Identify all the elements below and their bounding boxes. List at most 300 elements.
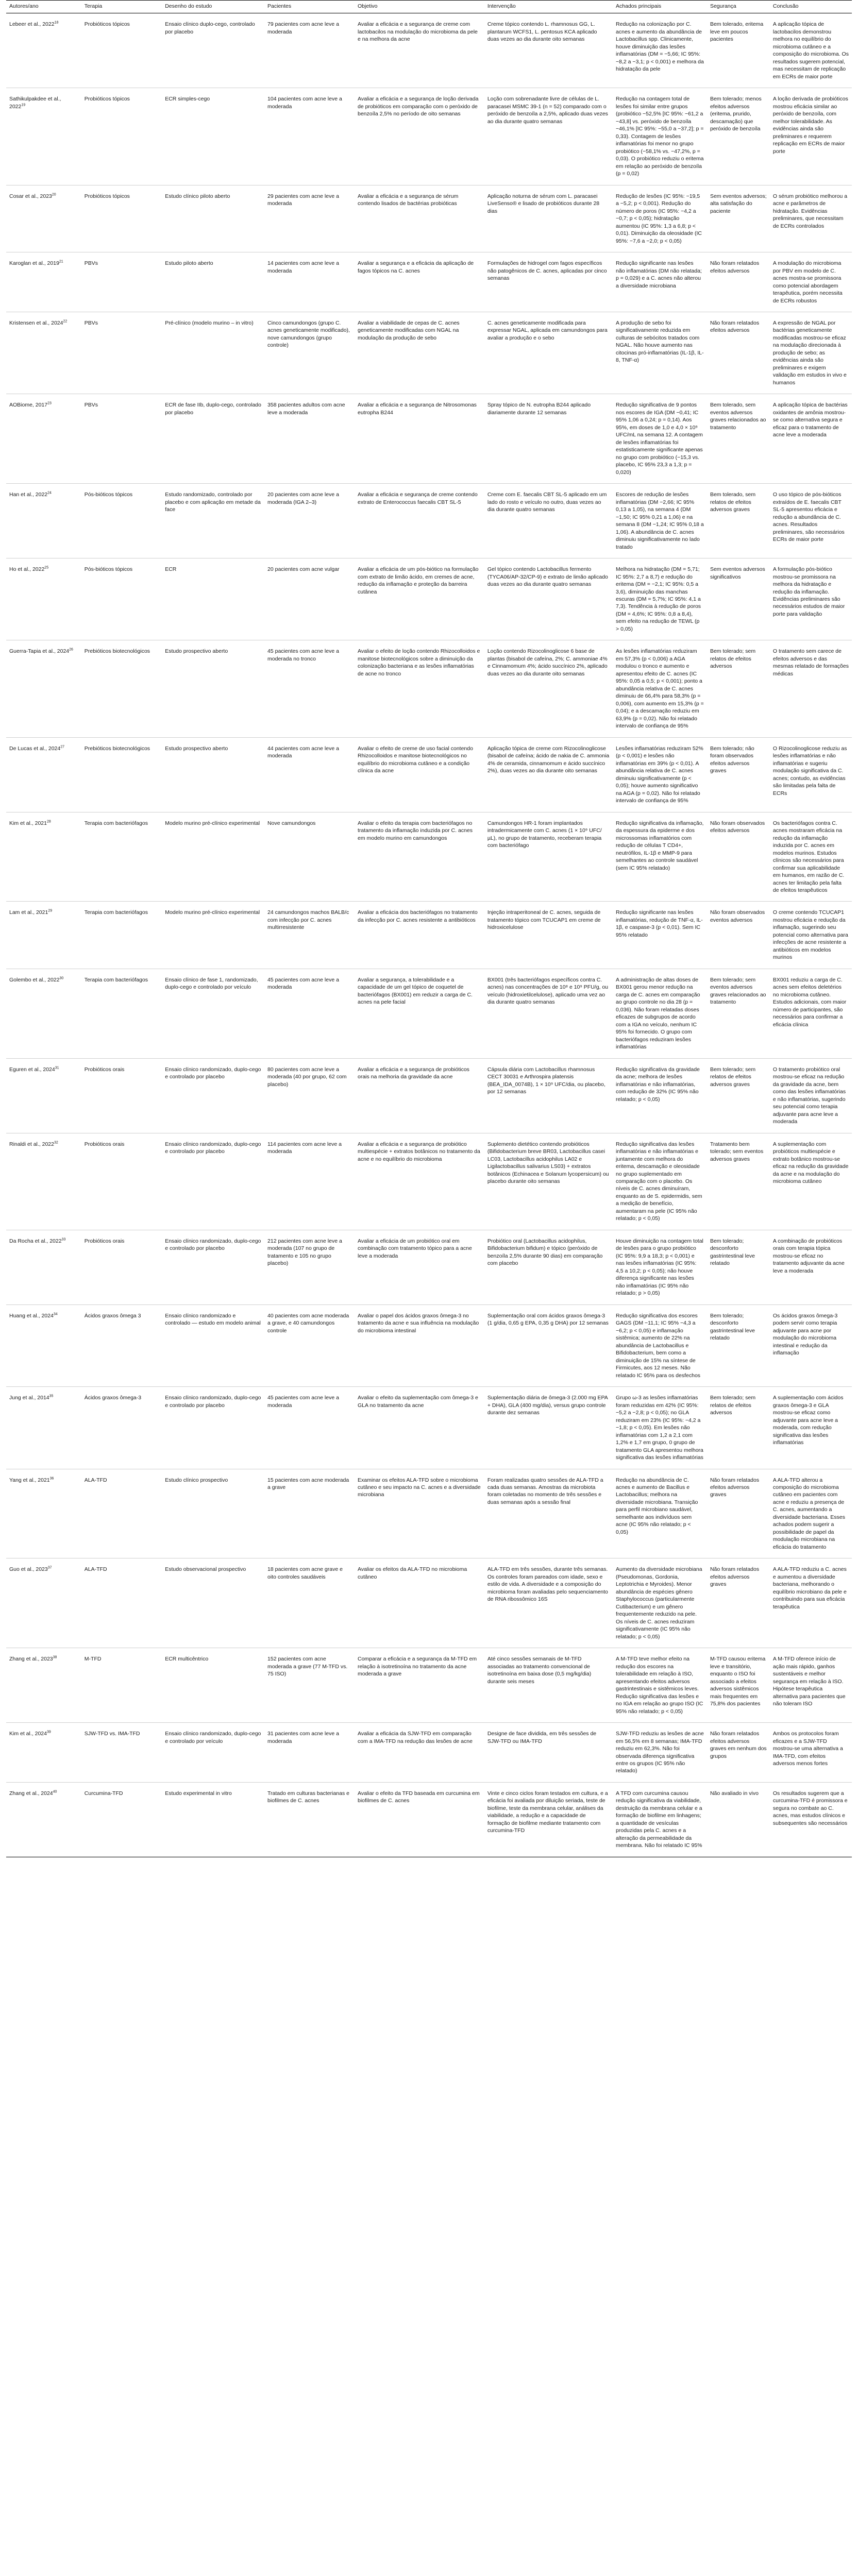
- cell-patients: [264, 1648, 355, 1723]
- reference-number: 37: [47, 1566, 52, 1570]
- cell-conclusion: [770, 484, 852, 558]
- cell-intervention-text: Gel tópico contendo Lactobacillus fermento (TYCA06/AP-32/CP-9) e extrato de limão aplicado duas vezes ao dia durante quatro semanas: [487, 566, 608, 588]
- cell-findings-text: Redução na colonização por C. acnes e aumento da abundância de Lactobacillus spp. Clinicamente, houve diminuição das lesões inflamatórias (DM = −5,66; IC 95%: −8,2 a −3,1; p < 0,001) e melhora da hidratação da pele: [616, 21, 704, 73]
- table-row: [6, 1304, 852, 1386]
- cell-conclusion: [770, 1133, 852, 1230]
- cell-objective-text: Examinar os efeitos ALA-TFD sobre o microbioma cutâneo e seu impacto na C. acnes e a diversidade microbiana: [358, 1477, 481, 1498]
- cell-design-text: Ensaio clínico randomizado, duplo-cego e controlado por placebo: [165, 1066, 261, 1080]
- cell-patients: [264, 1723, 355, 1783]
- table-row: [6, 88, 852, 185]
- cell-findings-text: Redução na contagem total de lesões foi similar entre grupos (probiótico −52,5% [IC 95%: −61,2 a −43,8] vs. peróxido de benzoíla −46,1% [IC 95%: −55,0 a −37,2]; p = 0,33). Contagem de lesões inflamatórias foi menor no grupo probiótico (−58,1% vs. −47,2%, p = 0,03). O probiótico reduziu o eritema em relação ao peróxido de benzoíla (p = 0,02): [616, 96, 704, 177]
- cell-patients: [264, 969, 355, 1058]
- cell-design: [162, 558, 264, 640]
- cell-patients-text: 18 pacientes com acne grave e oito controles saudáveis: [267, 1566, 343, 1580]
- cell-findings: [613, 88, 707, 185]
- cell-findings-text: Redução significante nas lesões não inflamatórias (DM não relatada; p = 0,029) e a C. acnes não alterou a diversidade microbiana: [616, 260, 702, 289]
- header-row: [6, 1, 852, 13]
- cell-patients-text: 152 pacientes com acne moderada a grave (77 M-TFD vs. 75 ISO): [267, 1656, 348, 1677]
- cell-safety-text: Bem tolerado; menos efeitos adversos (eritema, prurido, descamação) que peróxido de benzoíla: [710, 96, 762, 132]
- cell-conclusion: [770, 1723, 852, 1783]
- cell-author-text: Kristensen et al., 2024: [9, 319, 63, 326]
- cell-design-text: Estudo piloto aberto: [165, 260, 213, 267]
- table-row: [6, 1058, 852, 1133]
- cell-therapy-text: Pós-bióticos tópicos: [84, 566, 133, 573]
- cell-intervention: [484, 1723, 613, 1783]
- cell-conclusion: [770, 252, 852, 312]
- cell-safety: [707, 558, 770, 640]
- cell-findings: [613, 1387, 707, 1469]
- reference-number: 23: [47, 401, 52, 405]
- cell-findings: [613, 312, 707, 394]
- cell-therapy-text: Ácidos graxos ômega-3: [84, 1395, 142, 1401]
- cell-objective: [355, 1058, 484, 1133]
- cell-objective-text: Avaliar o efeito da TFD baseada em curcumina em biofilmes de C. acnes: [358, 1790, 480, 1804]
- cell-patients: [264, 1469, 355, 1558]
- cell-findings: [613, 1469, 707, 1558]
- cell-patients: [264, 902, 355, 969]
- cell-conclusion: [770, 812, 852, 902]
- cell-safety-text: Não foram relatados efeitos adversos: [710, 319, 760, 334]
- cell-design-text: Ensaio clínico randomizado, duplo-cego e controlado por veículo: [165, 1731, 261, 1744]
- cell-intervention: [484, 484, 613, 558]
- cell-conclusion-text: O sérum probiótico melhorou a acne e parâmetros de hidratação. Evidências preliminares, que necessitam de ECRs controlados: [772, 193, 848, 229]
- cell-intervention: [484, 1230, 613, 1304]
- cell-design: [162, 902, 264, 969]
- cell-intervention: [484, 1058, 613, 1133]
- cell-author-text: Lebeer et al., 2022: [9, 21, 55, 28]
- cell-therapy: [81, 1230, 162, 1304]
- table-header: [6, 1, 852, 13]
- cell-author-text: Golembo et al., 2022: [9, 976, 60, 983]
- cell-therapy: [81, 1648, 162, 1723]
- reference-number: 29: [48, 909, 53, 913]
- header-safety: Segurança: [707, 1, 770, 13]
- cell-safety: [707, 1469, 770, 1558]
- cell-intervention-text: Até cinco sessões semanais de M-TFD associadas ao tratamento convencional de isotretinoína em baixa dose (0,5 mg/kg/dia) durante seis meses: [487, 1656, 592, 1685]
- cell-author: [6, 312, 81, 394]
- cell-author: [6, 1782, 81, 1857]
- cell-patients: [264, 1304, 355, 1386]
- cell-patients-text: 45 pacientes com acne leve a moderada: [267, 1395, 339, 1409]
- cell-intervention-text: Suplementação diária de ômega-3 (2.000 mg EPA + DHA), GLA (400 mg/dia), versus grupo controle durante dez semanas: [487, 1395, 608, 1416]
- header-objective: Objetivo: [355, 1, 484, 13]
- cell-objective: [355, 1230, 484, 1304]
- cell-patients-text: 20 pacientes com acne leve a moderada (IGA 2–3): [267, 492, 339, 505]
- cell-design-text: ECR simples-cego: [165, 96, 210, 103]
- cell-therapy-text: PBVs: [84, 402, 98, 409]
- cell-objective-text: Avaliar a eficácia e a segurança de loção derivada de probióticos em comparação com o peróxido de benzoíla 2,5% no período de oito semanas: [358, 96, 479, 117]
- cell-therapy-text: PBVs: [84, 260, 98, 267]
- cell-intervention-text: Aplicação tópica de creme com Rizocolinoglicose (bisabol de cafeína; ácido de nakia de C. ammonia 4% de ceramida, cinnamomum e ácido succínico 2%), duas vezes ao dia durante oito semanas: [487, 745, 610, 774]
- table-row: [6, 558, 852, 640]
- cell-patients-text: 79 pacientes com acne leve a moderada: [267, 21, 339, 35]
- reference-number: 40: [53, 1790, 57, 1794]
- cell-safety: [707, 312, 770, 394]
- table-row: [6, 640, 852, 737]
- cell-safety: [707, 902, 770, 969]
- header-design: Desenho do estudo: [162, 1, 264, 13]
- cell-therapy: [81, 312, 162, 394]
- cell-author-text: Kim et al., 2024: [9, 1731, 47, 1737]
- cell-patients-text: 40 pacientes com acne moderada a grave, e 40 camundongos controle: [267, 1312, 349, 1334]
- cell-design: [162, 1133, 264, 1230]
- cell-design-text: Ensaio clínico randomizado, duplo-cego e controlado por placebo: [165, 1141, 261, 1155]
- cell-safety: [707, 737, 770, 812]
- cell-design-text: Ensaio clínico randomizado, duplo-cego e controlado por placebo: [165, 1395, 261, 1409]
- cell-safety: [707, 969, 770, 1058]
- cell-conclusion-text: A aplicação tópica de lactobacilos demonstrou melhora no equilíbrio do microbioma cutâneo e a composição do microbioma. Os resultados sugerem potencial, mas necessitam de replicação em ECRs de maior porte: [772, 21, 849, 80]
- cell-conclusion: [770, 312, 852, 394]
- cell-conclusion-text: A suplementação com probióticos multiespécie e extrato botânico mostrou-se eficaz na redução da gravidade da acne e na modulação do microbioma cutâneo: [772, 1141, 849, 1184]
- cell-objective: [355, 812, 484, 902]
- cell-findings-text: Redução significativa de 9 pontos nos escores de IGA (DM −0,41; IC 95% 1,06 a 0,24; p = 0,14). Aos 95%, em doses de 1,0 e 4,0 × 10⁹ UFC/mL na semana 12. A contagem de lesões inflamatórias foi estatisticamente significante apenas no grupo com probiótico (−15,3 vs. placebo, IC 95% 23,3 a 1,3; p = 0,020): [616, 402, 703, 476]
- cell-therapy: [81, 558, 162, 640]
- reference-number: 32: [54, 1141, 58, 1145]
- cell-safety: [707, 484, 770, 558]
- cell-conclusion-text: A ALA-TFD alterou a composição do microbioma cutâneo em pacientes com acne e reduziu a presença de C. acnes, aumentando a diversidade bacteriana. Esses achados podem sugerir a possibilidade de papel da modulação microbiana na eficácia do tratamento: [772, 1477, 845, 1550]
- cell-author-text: Sathikulpakdee et al., 2022: [9, 96, 61, 110]
- cell-objective-text: Avaliar os efeitos da ALA-TFD no microbioma cutâneo: [358, 1566, 467, 1580]
- cell-findings-text: Grupo ω-3 as lesões inflamatórias foram reduzidas em 42% (IC 95%: −5,2 a −2,8; p < 0,05); no GLA reduziram em 23% (IC 95%: −4,2 a −1,8; p < 0,05). Em lesões não inflamatórias com 1,2 a 2,1 com 1,2% e 1,7 em grupo, 0 grupo de tratamento GLA apresentou melhora significativa das lesões inflamatórias: [616, 1395, 703, 1461]
- table-body: [6, 13, 852, 1857]
- cell-safety: [707, 1058, 770, 1133]
- cell-intervention-text: Formulações de hidrogel com fagos específicos não patogênicos de C. acnes, aplicadas por cinco semanas: [487, 260, 607, 282]
- cell-conclusion-text: A aplicação tópica de bactérias oxidantes de amônia mostrou-se como alternativa segura e eficaz para o tratamento de acne leve a moderada: [772, 402, 848, 438]
- reference-number: 18: [54, 21, 59, 25]
- cell-design-text: Ensaio clínico duplo-cego, controlado por placebo: [165, 21, 255, 35]
- cell-intervention: [484, 252, 613, 312]
- cell-design-text: ECR: [165, 566, 177, 573]
- cell-safety: [707, 1782, 770, 1857]
- cell-author-text: Guerra-Tapia et al., 2024: [9, 648, 70, 655]
- cell-findings: [613, 1133, 707, 1230]
- cell-objective: [355, 185, 484, 252]
- cell-findings-text: Redução significativa da gravidade da acne; melhora de lesões inflamatórias e não inflamatórias, com redução de 32% (IC 95% não relatado; p < 0,05): [616, 1066, 700, 1103]
- cell-safety: [707, 1648, 770, 1723]
- cell-therapy: [81, 1058, 162, 1133]
- cell-intervention-text: Loção contendo Rizocolinoglicose 6 base de plantas (bisabol de cafeína, 2%; C. ammoniae 4% e Cinnamomum 4%; ácido succínico 2%, aplicado duas vezes ao dia durante oito semanas: [487, 648, 608, 677]
- cell-objective: [355, 558, 484, 640]
- cell-design: [162, 312, 264, 394]
- cell-design: [162, 737, 264, 812]
- cell-patients-text: 104 pacientes com acne leve a moderada: [267, 96, 342, 110]
- cell-therapy-text: Ácidos graxos ômega 3: [84, 1312, 141, 1319]
- cell-patients-text: Nove camundongos: [267, 820, 316, 826]
- cell-safety: [707, 1133, 770, 1230]
- cell-therapy-text: SJW-TFD vs. IMA-TFD: [84, 1731, 140, 1737]
- cell-author: [6, 252, 81, 312]
- cell-conclusion-text: A ALA-TFD reduziu a C. acnes e aumentou a diversidade bacteriana, melhorando o equilíbrio microbiano da pele e contribuindo para sua eficácia terapêutica: [772, 1566, 847, 1610]
- cell-intervention-text: Cápsula diária com Lactobacillus rhamnosus CECT 30031 e Arthrospira platensis (BEA_IDA_0074B), 1 × 10⁹ UFC/dia, ou placebo, por 12 semanas: [487, 1066, 605, 1095]
- cell-therapy: [81, 1387, 162, 1469]
- cell-patients: [264, 1558, 355, 1648]
- cell-intervention-text: Injeção intraperitoneal de C. acnes, seguida de tratamento tópico com TCUCAP1 em creme de hidroxicelulose: [487, 909, 601, 931]
- cell-objective-text: Avaliar o efeito da terapia com bacteriófagos no tratamento da inflamação induzida por C. acnes em modelo murino em camundongos: [358, 820, 473, 841]
- cell-therapy-text: Curcumina-TFD: [84, 1790, 123, 1797]
- table-row: [6, 312, 852, 394]
- cell-objective: [355, 1387, 484, 1469]
- cell-design-text: Ensaio clínico randomizado e controlado — estudo em modelo animal: [165, 1312, 261, 1327]
- cell-design: [162, 640, 264, 737]
- reference-number: 35: [49, 1394, 54, 1398]
- reference-number: 24: [47, 491, 52, 495]
- cell-objective: [355, 1469, 484, 1558]
- cell-patients: [264, 394, 355, 484]
- cell-author: [6, 737, 81, 812]
- table-row: [6, 1469, 852, 1558]
- cell-therapy-text: Prebióticos biotecnológicos: [84, 745, 150, 752]
- cell-author-text: Rinaldi et al., 2022: [9, 1141, 54, 1147]
- cell-design-text: Estudo clínico piloto aberto: [165, 193, 230, 199]
- cell-safety: [707, 1558, 770, 1648]
- cell-therapy-text: ALA-TFD: [84, 1477, 107, 1483]
- cell-safety: [707, 252, 770, 312]
- reference-number: 19: [21, 103, 26, 107]
- cell-design-text: Modelo murino pré-clínico experimental: [165, 909, 260, 916]
- cell-patients-text: 24 camundongos machos BALB/c com infecção por C. acnes multirresistente: [267, 909, 349, 931]
- cell-intervention: [484, 1469, 613, 1558]
- cell-findings-text: A M-TFD teve melhor efeito na redução dos escores na tolerabilidade em relação à ISO, apresentando efeitos adversos gastrintestinais e sistêmicos leves. Redução significativa das lesões e no IGA em relação ao grupo ISO (IC 95% não relatado; p < 0,05): [616, 1656, 703, 1715]
- cell-patients-text: 45 pacientes com acne leve a moderada no tronco: [267, 648, 339, 662]
- cell-patients-text: 20 pacientes com acne vulgar: [267, 566, 340, 573]
- cell-author: [6, 484, 81, 558]
- cell-design-text: Ensaio clínico randomizado, duplo-cego e controlado por placebo: [165, 1238, 261, 1252]
- cell-conclusion: [770, 1782, 852, 1857]
- cell-author: [6, 88, 81, 185]
- cell-conclusion-text: O tratamento sem carece de efeitos adversos e das mesmas relatado de formações médicas: [772, 648, 849, 677]
- cell-intervention: [484, 969, 613, 1058]
- cell-therapy: [81, 252, 162, 312]
- cell-intervention: [484, 1133, 613, 1230]
- cell-patients-text: 358 pacientes adultos com acne leve a moderada: [267, 402, 345, 416]
- cell-intervention-text: Suplemento dietético contendo probióticos (Bifidobacterium breve BR03, Lactobacillus casei LC03, Lactobacillus acidophilus LA02 e Ligilactobacillus salivarius LS03) + extratos botânicos (Echinacea e Solanum lycopersicum) ou placebo durante oito semanas: [487, 1141, 609, 1184]
- cell-therapy-text: PBVs: [84, 319, 98, 326]
- cell-patients: [264, 558, 355, 640]
- cell-author-text: AOBiome, 2017: [9, 402, 48, 409]
- cell-design: [162, 252, 264, 312]
- table-row: [6, 1648, 852, 1723]
- cell-intervention: [484, 88, 613, 185]
- cell-author: [6, 13, 81, 88]
- cell-objective-text: Avaliar a segurança, a tolerabilidade e a capacidade de um gel tópico de coquetel de bacteriófagos (BX001) em reduzir a carga de C. acnes na pele facial: [358, 976, 473, 1006]
- cell-safety: [707, 13, 770, 88]
- cell-safety-text: M-TFD causou eritema leve e transitório, enquanto o ISO foi associado a efeitos adversos sistêmicos mais frequentes em 75,8% dos pacientes: [710, 1656, 766, 1707]
- cell-therapy-text: Probióticos tópicos: [84, 96, 130, 103]
- cell-objective: [355, 88, 484, 185]
- cell-patients-text: 212 pacientes com acne leve a moderada (107 no grupo de tratamento e 105 no grupo placebo): [267, 1238, 342, 1267]
- cell-conclusion-text: Ambos os protocolos foram eficazes e a SJW-TFD mostrou-se uma alternativa a IMA-TFD, com efeitos adversos menos fortes: [772, 1731, 843, 1767]
- cell-conclusion: [770, 88, 852, 185]
- cell-conclusion: [770, 1387, 852, 1469]
- cell-conclusion: [770, 1058, 852, 1133]
- cell-conclusion-text: Os ácidos graxos ômega-3 podem servir como terapia adjuvante para acne por modulação do microbioma intestinal e redução da inflamação: [772, 1312, 838, 1357]
- cell-patients-text: 114 pacientes com acne leve a moderada: [267, 1141, 342, 1155]
- cell-therapy: [81, 1782, 162, 1857]
- cell-author: [6, 1723, 81, 1783]
- cell-findings-text: Redução de lesões (IC 95%: −19,5 a −5,2; p < 0,001). Redução do número de poros (IC 95%: −4,2 a −0,7; p < 0,05); hidratação aumentou (IC 95%: 1,3 a 6,8; p < 0,01). Diminuição da oleosidade (IC 95%: −7,6 a −2,0; p < 0,05): [616, 193, 702, 244]
- cell-conclusion-text: O uso tópico de pós-bióticos extraídos de E. faecalis CBT SL-5 apresentou eficácia e redução a abundância de C. acnes. Resultados preliminares, são necessários ECRs de maior porte: [772, 492, 845, 543]
- cell-findings: [613, 13, 707, 88]
- reference-number: 25: [44, 566, 49, 570]
- cell-objective: [355, 969, 484, 1058]
- cell-objective: [355, 1782, 484, 1857]
- cell-safety: [707, 1723, 770, 1783]
- cell-design-text: Estudo observacional prospectivo: [165, 1566, 246, 1573]
- cell-objective-text: Avaliar a eficácia de um probiótico oral em combinação com tratamento tópico para a acne leve a moderada: [358, 1238, 472, 1259]
- cell-design: [162, 1387, 264, 1469]
- cell-design-text: ECR multicêntrico: [165, 1656, 209, 1663]
- reference-number: 30: [59, 976, 64, 980]
- cell-author-text: Karoglan et al., 2019: [9, 260, 59, 267]
- cell-author-text: Han et al., 2022: [9, 492, 48, 498]
- cell-findings: [613, 969, 707, 1058]
- cell-intervention-text: Probiótico oral (Lactobacillus acidophilus, Bifidobacterium bifidum) e tópico (peróxido de benzoíla 2,5% durante 90 dias) em comparação com placebo: [487, 1238, 603, 1267]
- cell-patients: [264, 185, 355, 252]
- cell-findings: [613, 902, 707, 969]
- cell-intervention: [484, 185, 613, 252]
- cell-conclusion: [770, 640, 852, 737]
- cell-findings: [613, 640, 707, 737]
- cell-author: [6, 558, 81, 640]
- cell-findings-text: Aumento da diversidade microbiana (Pseudomonas, Gordonia, Leptotrichia e Myroides). Menor abundância de espécies gênero Staphylococcus (particularmente Cutibacterium) e um gênero frequentemente reduzido na pele. Os níveis de C. acnes reduziram significativamente (IC 95% não relatado; p < 0,05): [616, 1566, 702, 1640]
- cell-conclusion: [770, 394, 852, 484]
- cell-objective-text: Avaliar a eficácia e a segurança de sérum contendo lisados de bactérias probióticas: [358, 193, 459, 207]
- cell-conclusion: [770, 1230, 852, 1304]
- cell-design: [162, 1782, 264, 1857]
- cell-author-text: Eguren et al., 2024: [9, 1066, 55, 1073]
- cell-design: [162, 394, 264, 484]
- cell-findings: [613, 394, 707, 484]
- cell-patients-text: 31 pacientes com acne leve a moderada: [267, 1731, 339, 1744]
- cell-author: [6, 1133, 81, 1230]
- cell-safety-text: Bem tolerado; sem relatos de efeitos adversos: [710, 1395, 756, 1416]
- cell-safety-text: Não foram relatados efeitos adversos graves: [710, 1477, 760, 1498]
- table-row: [6, 902, 852, 969]
- cell-design: [162, 1558, 264, 1648]
- reference-number: 34: [53, 1312, 58, 1316]
- cell-design: [162, 1723, 264, 1783]
- cell-therapy-text: Probióticos orais: [84, 1066, 125, 1073]
- cell-design-text: ECR de fase IIb, duplo-cego, controlado por placebo: [165, 402, 261, 416]
- cell-objective: [355, 252, 484, 312]
- cell-intervention: [484, 558, 613, 640]
- cell-objective-text: Avaliar a eficácia e segurança de creme contendo extrato de Enterococcus faecalis CBT SL-5: [358, 492, 478, 505]
- cell-findings-text: Redução significativa da inflamação, da espessura da epiderme e dos microssomas inflamatórios com redução de células T CD4+, neutrófilos, IL-1β e MMP-9 para semelhantes ao controle saudável (sem IC 95% relatado): [616, 820, 704, 871]
- cell-findings-text: Redução significativa dos escores GAGS (DM −11,1; IC 95% −4,3 a −6,2; p < 0,05) e inflamação sistêmica; aumento de 22% na abundância de Lactobacillus e Bifidobacterium, bem como a diminuição de 15% na síntese de Firmicutes, aos 12 meses. Não relatado IC 95% para os desfechos: [616, 1312, 701, 1379]
- cell-conclusion: [770, 1558, 852, 1648]
- cell-safety: [707, 640, 770, 737]
- reference-number: 21: [59, 260, 63, 264]
- cell-objective: [355, 1133, 484, 1230]
- cell-therapy-text: Probióticos tópicos: [84, 193, 130, 199]
- cell-findings: [613, 1230, 707, 1304]
- cell-patients: [264, 252, 355, 312]
- cell-objective-text: Avaliar a eficácia e a segurança de probióticos orais na melhoria da gravidade da acne: [358, 1066, 469, 1080]
- cell-findings: [613, 252, 707, 312]
- cell-author-text: Da Rocha et al., 2022: [9, 1238, 62, 1244]
- cell-objective: [355, 1304, 484, 1386]
- cell-objective-text: Avaliar a eficácia de um pós-biótico na formulação com extrato de limão ácido, em cremes de acne, redução da inflamação e proteção da barreira cutânea: [358, 566, 479, 595]
- cell-intervention: [484, 902, 613, 969]
- cell-intervention-text: Creme tópico contendo L. rhamnosus GG, L. plantarum WCFS1, L. pentosus KCA aplicado duas vezes ao dia durante oito semanas: [487, 21, 597, 43]
- cell-objective: [355, 394, 484, 484]
- cell-conclusion-text: O creme contendo TCUCAP1 mostrou eficácia e redução da inflamação, sugerindo seu potencial como alternativa para infecções de acne resistente a antibióticos em modelos murinos: [772, 909, 848, 961]
- cell-patients: [264, 737, 355, 812]
- cell-intervention: [484, 13, 613, 88]
- cell-author: [6, 902, 81, 969]
- cell-objective: [355, 484, 484, 558]
- cell-intervention-text: Designe de face dividida, em três sessões de SJW-TFD ou IMA-TFD: [487, 1731, 597, 1744]
- cell-findings-text: Redução significante nas lesões inflamatórias, redução de TNF-α, IL-1β, e caspase-3 (p < 0,01). Sem IC 95% relatado: [616, 909, 703, 938]
- cell-intervention-text: Foram realizadas quatro sessões de ALA-TFD a cada duas semanas. Amostras da microbiota foram coletadas no momento de três sessões e duas semanas após a sessão final: [487, 1477, 603, 1505]
- cell-safety: [707, 1230, 770, 1304]
- cell-safety-text: Bem tolerado; desconforto gastrintestinal leve relatado: [710, 1238, 755, 1267]
- cell-intervention-text: Vinte e cinco ciclos foram testados em cultura, e a eficácia foi avaliada por diluição seriada, teste de biofilme, teste da membrana celular, análises da viabilidade, a redução e a capacidade de formação de biofilme mediante tratamento com curcumina-TFD: [487, 1790, 608, 1834]
- cell-author: [6, 394, 81, 484]
- cell-objective: [355, 640, 484, 737]
- cell-design-text: Ensaio clínico de fase 1, randomizado, duplo-cego e controlado por veículo: [165, 976, 258, 991]
- cell-therapy: [81, 185, 162, 252]
- cell-safety-text: Não foram relatados efeitos adversos: [710, 260, 760, 274]
- cell-safety-text: Bem tolerado; sem relatos de efeitos adversos graves: [710, 1066, 756, 1088]
- cell-therapy: [81, 88, 162, 185]
- cell-author: [6, 640, 81, 737]
- cell-therapy-text: Probióticos tópicos: [84, 21, 130, 28]
- reference-number: 28: [46, 820, 51, 824]
- cell-therapy-text: Prebióticos biotecnológicos: [84, 648, 150, 655]
- cell-therapy: [81, 484, 162, 558]
- cell-design: [162, 484, 264, 558]
- cell-author: [6, 1230, 81, 1304]
- cell-patients-text: Tratado em culturas bacterianas e biofilmes de C. acnes: [267, 1790, 349, 1804]
- cell-findings-text: Escores de redução de lesões inflamatórias (DM −2,66; IC 95% 0,13 a 1,05), na semana 4 (DM −1,50; IC 95% 0,21 a 1,06) e na semana 8 (DM −1,24; IC 95% 0,18 a 1,06). A abundância de C. acnes diminuiu significativamente no lado tratado: [616, 492, 704, 550]
- cell-findings-text: SJW-TFD reduziu as lesões de acne em 56,5% em 8 semanas; IMA-TFD reduziu em 62,3%. Não foi observada diferença significativa entre os grupos (IC 95% não relatado): [616, 1731, 704, 1774]
- cell-intervention: [484, 1387, 613, 1469]
- cell-design: [162, 1058, 264, 1133]
- cell-patients-text: Cinco camundongos (grupo C. acnes geneticamente modificado), nove camundongos (grupo controle): [267, 319, 350, 349]
- cell-author-text: Kim et al., 2021: [9, 820, 47, 826]
- cell-objective: [355, 737, 484, 812]
- cell-safety-text: Não foram relatados efeitos adversos graves: [710, 1566, 760, 1588]
- cell-author-text: Huang et al., 2024: [9, 1312, 54, 1319]
- cell-objective: [355, 312, 484, 394]
- cell-therapy: [81, 969, 162, 1058]
- cell-conclusion: [770, 185, 852, 252]
- cell-conclusion-text: O Rizocolinoglicose reduziu as lesões inflamatórias e não inflamatórias e sugeriu modulação significativa da C. acnes; contudo, as evidências são limitadas pela falta de ECRs: [772, 745, 847, 796]
- reference-number: 27: [60, 745, 65, 749]
- cell-safety-text: Bem tolerado, sem eventos adversos graves relacionados ao tratamento: [710, 402, 766, 431]
- cell-author-text: Zhang et al., 2024: [9, 1790, 53, 1797]
- cell-conclusion-text: A suplementação com ácidos graxos ômega-3 e GLA mostrou-se eficaz como adjuvante para acne leve a moderada, com redução significativa das lesões inflamatórias: [772, 1395, 844, 1446]
- cell-patients: [264, 13, 355, 88]
- table-row: [6, 394, 852, 484]
- cell-patients: [264, 640, 355, 737]
- cell-safety: [707, 1304, 770, 1386]
- cell-intervention-text: BX001 (três bacteriófagos específicos contra C. acnes) nas concentrações de 10⁸ e 10⁹ PFU/g, ou veículo (hidroxietilcelulose), aplicado uma vez ao dia durante quatro semanas: [487, 976, 609, 1006]
- cell-patients-text: 29 pacientes com acne leve a moderada: [267, 193, 339, 207]
- cell-conclusion: [770, 1469, 852, 1558]
- cell-design: [162, 1230, 264, 1304]
- cell-findings-text: Melhora na hidratação (DM = 5,71; IC 95%: 2,7 a 8,7) e redução do eritema (DM = −2,1; IC 95%: 0,5 a 3,6), diminuição das manchas escuras (DM = 5,7%; IC 95%: 4,1 a 7,3). Tendência à redução de poros (DM = 4,6%; IC 95%: 0,8 a 8,4), sem efeito na redução de TEWL (p > 0,05): [616, 566, 701, 632]
- cell-safety-text: Bem tolerado, eritema leve em poucos pacientes: [710, 21, 764, 43]
- cell-patients-text: 15 pacientes com acne moderada a grave: [267, 1477, 349, 1490]
- cell-intervention-text: C. acnes geneticamente modificada para expressar NGAL, aplicada em camundongos para avaliar a produção e o sebo: [487, 319, 608, 341]
- cell-conclusion-text: A modulação do microbioma por PBV em modelo de C. acnes mostra-se promissora como potencial abordagem terapêutica, porém necessita de ECRs robustos: [772, 260, 843, 304]
- cell-findings-text: A administração de altas doses de BX001 gerou menor redução na carga de C. acnes em comparação ao grupo controle no dia 28 (p = 0,036). Não foram relatadas doses eficazes de subgrupos de acordo com a IGA no veículo, nenhum IC 95% foi fornecido. O grupo com bacteriófagos reduziram lesões inflamatórias: [616, 976, 700, 1050]
- table-row: [6, 1387, 852, 1469]
- cell-intervention-text: Spray tópico de N. eutropha B244 aplicado diariamente durante 12 semanas: [487, 402, 591, 416]
- cell-author: [6, 1058, 81, 1133]
